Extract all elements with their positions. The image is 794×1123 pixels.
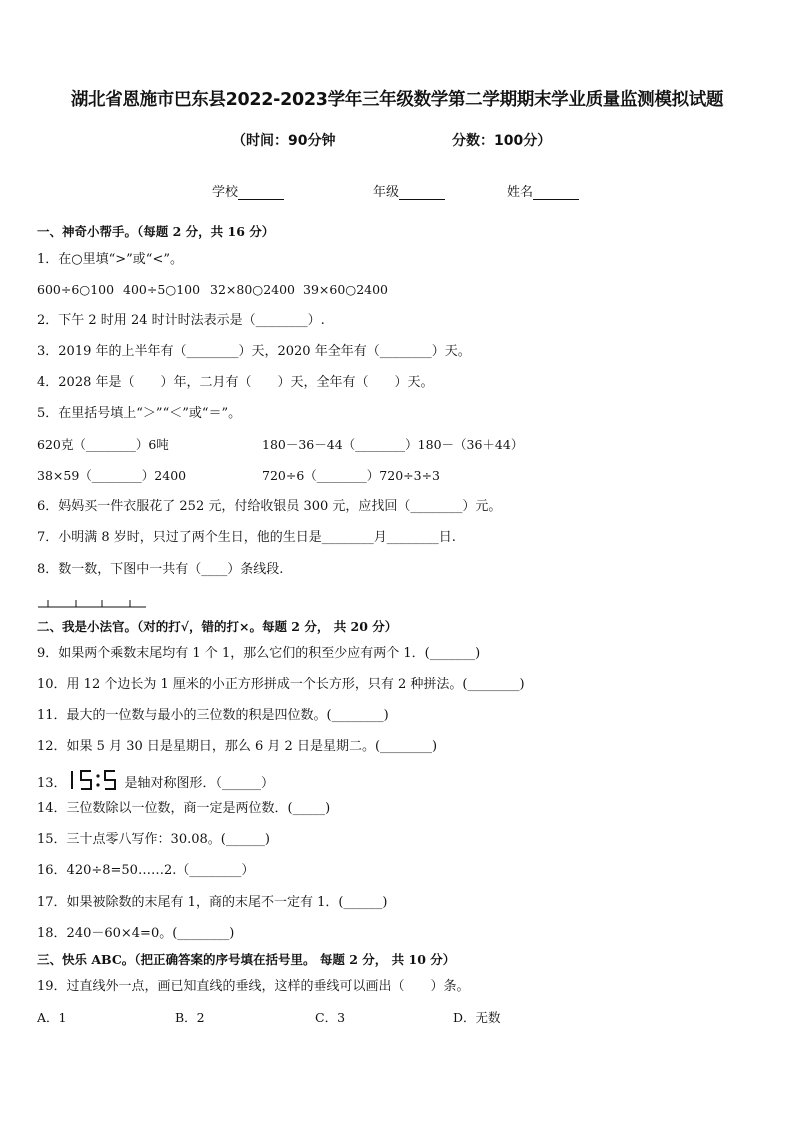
question-5: 5．在里括号填上“＞”“＜”或“＝”。: [37, 406, 242, 421]
question-6: 6．妈妈买一件衣服花了 252 元，付给收银员 300 元，应找回（________）元。: [37, 499, 502, 514]
q13-prefix: 13．: [37, 776, 67, 791]
question-1: 1．在○里填“>”或“<”。: [37, 252, 183, 267]
q1-item: 600÷6○100: [37, 282, 115, 297]
question-13: [37, 770, 274, 792]
question-8: 8．数一数，下图中一共有（____）条线段.: [37, 562, 284, 577]
section2-heading: 二、我是小法官。（对的打√，错的打×。每题 2 分， 共 20 分）: [37, 619, 398, 634]
name-field[interactable]: [507, 181, 579, 200]
question-19: 19．过直线外一点，画已知直线的垂线，这样的垂线可以画出（ ）条。: [37, 979, 470, 994]
grade-label: 年级: [373, 185, 400, 200]
q5-item: 720÷6（________）720÷3÷3: [262, 468, 440, 483]
q5-item: 38×59（________）2400: [37, 468, 187, 483]
section3-heading: 三、快乐 ABC。（把正确答案的序号填在括号里。 每题 2 分， 共 10 分）: [37, 952, 456, 967]
q13-suffix: 是轴对称图形．（______）: [124, 776, 275, 791]
exam-title: 湖北省恩施市巴东县2022-2023学年三年级数学第二学期期末学业质量监测模拟试题: [70, 90, 724, 110]
school-field[interactable]: [212, 181, 284, 200]
q19-option-d: D．无数: [453, 1010, 501, 1025]
q1-item: 32×80○2400: [210, 282, 296, 297]
q19-option-b: B．2: [175, 1010, 205, 1025]
q1-item: 39×60○2400: [303, 282, 389, 297]
q5-item: 180－36－44（________）180－（36＋44）: [262, 437, 524, 452]
question-10: 10．用 12 个边长为 1 厘米的小正方形拼成一个长方形，只有 2 种拼法。(________): [37, 677, 525, 692]
exam-score: 分数：100分）: [452, 133, 552, 149]
line-segment-figure: [38, 598, 148, 610]
question-9: 9．如果两个乘数末尾均有 1 个 1，那么它们的积至少应有两个 1．(_______): [37, 646, 481, 661]
q5-item: 620克（________）6吨: [37, 437, 169, 452]
question-2: 2．下午 2 时用 24 时计时法表示是（________）.: [37, 313, 325, 328]
exam-time: （时间：90分钟: [232, 133, 336, 149]
grade-field[interactable]: [373, 181, 445, 200]
question-4: 4．2028 年是（ ）年，二月有（ ）天，全年有（ ）天。: [37, 375, 434, 390]
section1-heading: 一、神奇小帮手。（每题 2 分，共 16 分）: [37, 224, 275, 239]
question-3: 3．2019 年的上半年有（________）天，2020 年全年有（________）天。: [37, 344, 471, 359]
digital-digits-figure: [69, 770, 123, 790]
q19-option-c: C．3: [315, 1010, 346, 1025]
question-7: 7．小明满 8 岁时，只过了两个生日，他的生日是________月________日.: [37, 530, 456, 545]
q19-option-a: A．1: [37, 1010, 67, 1025]
name-label: 姓名: [507, 185, 534, 200]
question-11: 11．最大的一位数与最小的三位数的积是四位数。(________): [37, 708, 389, 723]
question-12: 12．如果 5 月 30 日是星期日，那么 6 月 2 日是星期二。(________): [37, 739, 438, 754]
question-17: 17．如果被除数的末尾有 1，商的末尾不一定有 1．(______): [37, 895, 388, 910]
question-16: 16．420÷8=50……2.（________）: [37, 863, 255, 878]
question-18: 18．240－60×4=0。(________): [37, 926, 235, 941]
school-label: 学校: [212, 185, 239, 200]
q1-item: 400÷5○100: [123, 282, 201, 297]
question-15: 15．三十点零八写作：30.08。(______): [37, 832, 270, 847]
question-14: 14．三位数除以一位数，商一定是两位数．(_____): [37, 801, 331, 816]
